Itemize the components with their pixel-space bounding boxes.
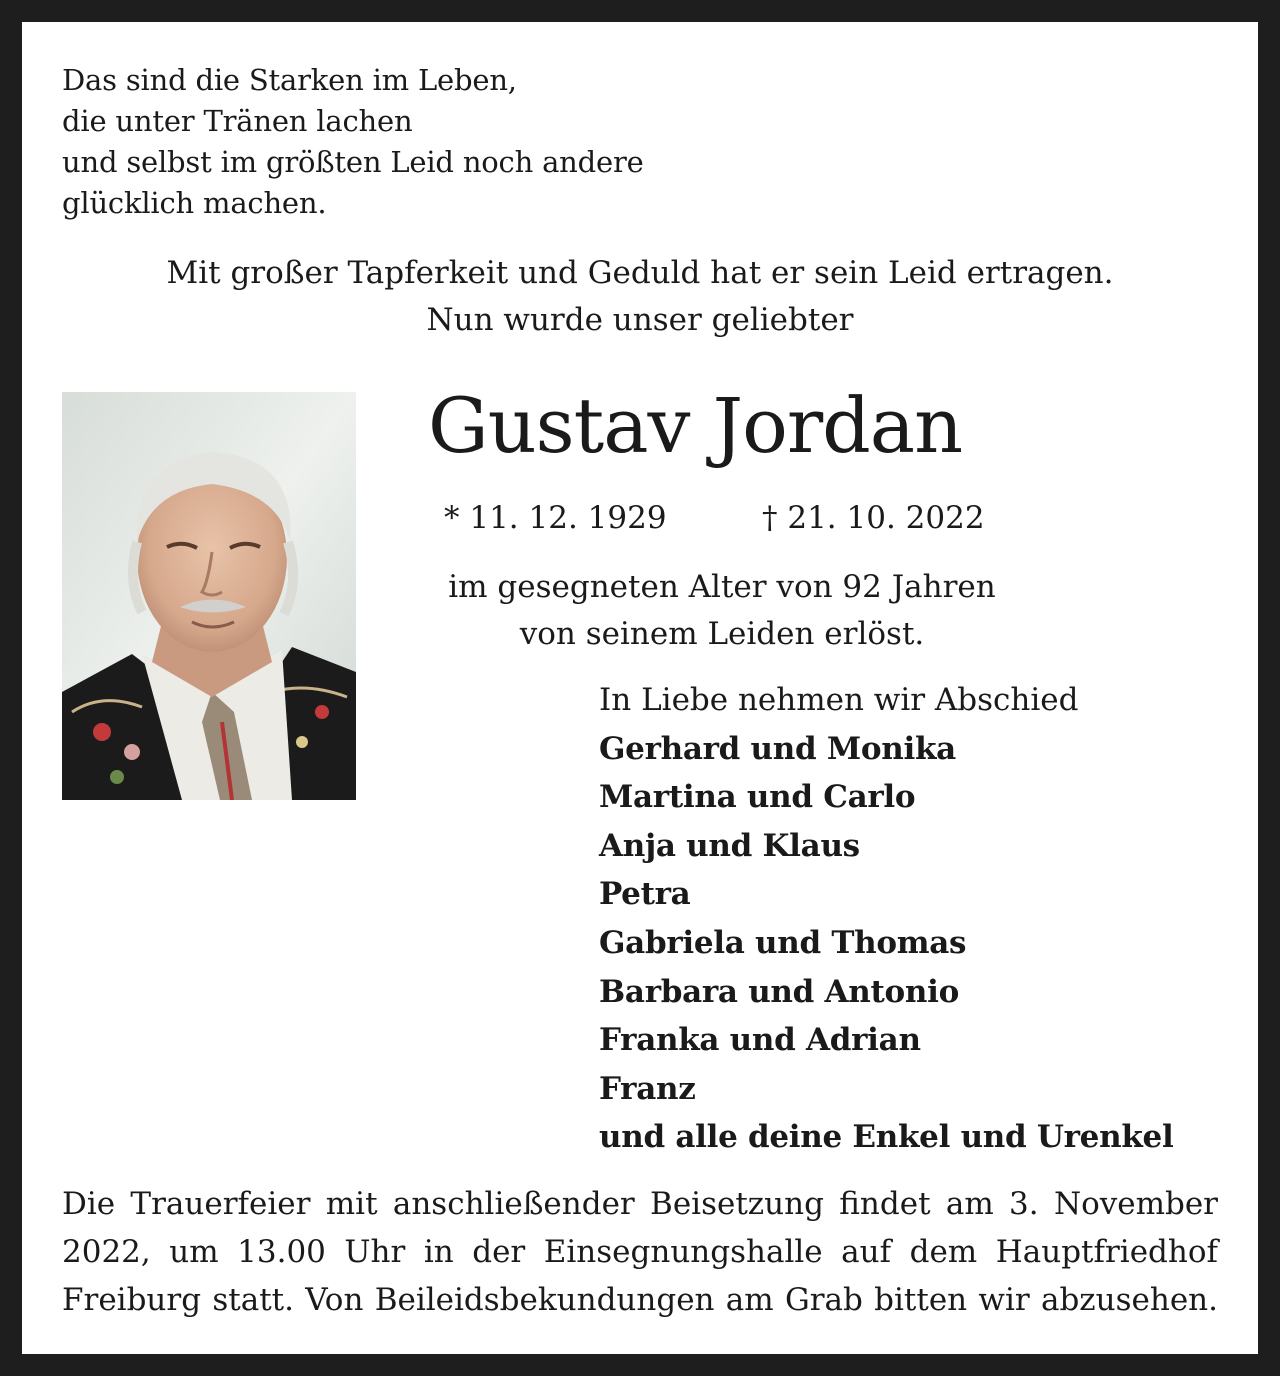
mourners-list: [599, 676, 1173, 1162]
portrait-photo: [62, 392, 356, 800]
deceased-name: Gustav Jordan: [428, 381, 963, 470]
mourner-name: Gerhard und Monika: [599, 730, 956, 767]
mourner-name: Petra: [599, 876, 691, 913]
intro-text: [22, 250, 1258, 344]
death-date: † 21. 10. 2022: [762, 500, 985, 536]
age-line: von seinem Leiden erlöst.: [519, 616, 925, 652]
obituary-card: [22, 22, 1258, 1354]
birth-date: * 11. 12. 1929: [444, 500, 667, 536]
mourner-name: Anja und Klaus: [599, 827, 860, 864]
motto-line: glücklich machen.: [62, 186, 327, 220]
mourner-name: Franka und Adrian: [599, 1022, 921, 1059]
age-line: im gesegneten Alter von 92 Jahren: [448, 569, 996, 605]
notice-line: Freiburg statt. Von Beileidsbekundungen am Grab bitten wir abzusehen.: [62, 1282, 1218, 1318]
mourner-name: Martina und Carlo: [599, 779, 916, 816]
age-text: [412, 564, 1032, 658]
mourner-name: Gabriela und Thomas: [599, 924, 967, 961]
motto-line: und selbst im größten Leid noch andere: [62, 145, 644, 179]
notice-line: Die Trauerfeier mit anschließender Beisetzung findet am 3. November: [62, 1186, 1218, 1222]
motto-line: Das sind die Starken im Leben,: [62, 63, 517, 97]
motto-line: die unter Tränen lachen: [62, 104, 413, 138]
mourners-lead: In Liebe nehmen wir Abschied: [599, 682, 1079, 718]
mourner-name: Franz: [599, 1070, 696, 1107]
motto-verse: [62, 60, 644, 224]
intro-line: Mit großer Tapferkeit und Geduld hat er sein Leid ertragen.: [166, 255, 1114, 291]
notice-line: 2022, um 13.00 Uhr in der Einsegnungshalle auf dem Hauptfriedhof: [62, 1234, 1218, 1270]
mourner-name: und alle deine Enkel und Urenkel: [599, 1119, 1174, 1156]
intro-line: Nun wurde unser geliebter: [426, 302, 854, 338]
mourner-name: Barbara und Antonio: [599, 973, 960, 1010]
funeral-notice: [62, 1180, 1218, 1324]
